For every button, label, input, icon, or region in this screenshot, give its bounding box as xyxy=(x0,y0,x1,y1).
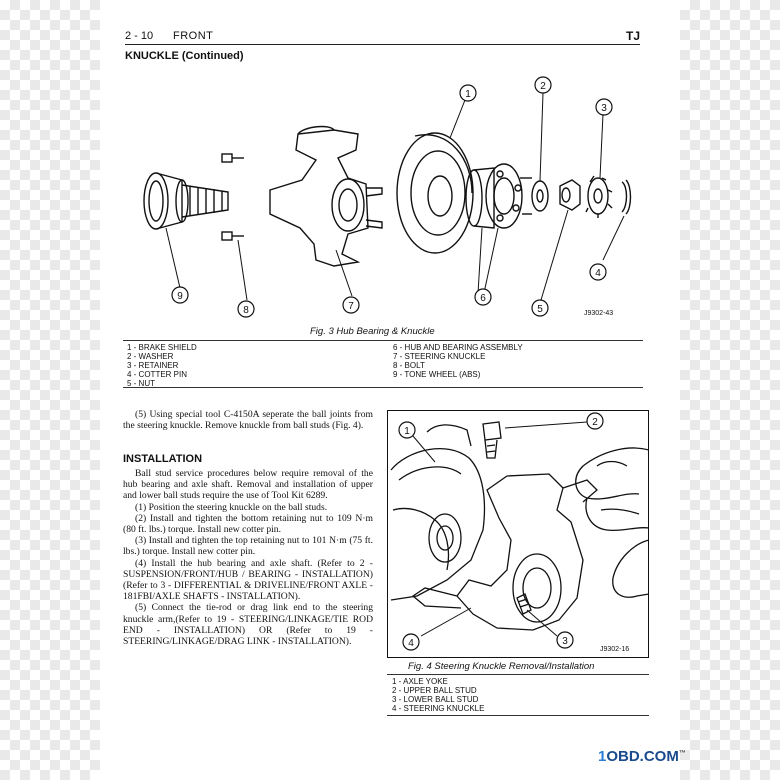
legend-item: 8 - BOLT xyxy=(393,361,425,370)
section-title: FRONT xyxy=(173,30,214,42)
nut xyxy=(560,180,580,210)
legend-item: 3 - RETAINER xyxy=(127,361,179,370)
callout-1 xyxy=(460,85,476,101)
figure-4-drawing-number: J9302-16 xyxy=(600,646,630,653)
callout-9 xyxy=(172,287,188,303)
svg-text:4: 4 xyxy=(595,268,601,279)
figure-3-caption: Fig. 3 Hub Bearing & Knuckle xyxy=(310,326,435,337)
callout-2 xyxy=(587,413,603,429)
watermark-prefix: 1 xyxy=(598,748,607,765)
figure-4-caption: Fig. 4 Steering Knuckle Removal/Installation xyxy=(408,661,595,672)
manual-page xyxy=(100,0,680,780)
figure-3-legend-box xyxy=(123,340,643,388)
svg-text:1: 1 xyxy=(404,426,410,437)
legend-item: 3 - LOWER BALL STUD xyxy=(392,695,479,704)
figure-3-hub-bearing-diagram xyxy=(120,68,660,323)
figure-3-legend-left xyxy=(127,343,197,388)
svg-text:4: 4 xyxy=(408,638,414,649)
svg-text:2: 2 xyxy=(592,417,598,428)
legend-item: 2 - WASHER xyxy=(127,352,174,361)
legend-item: 4 - STEERING KNUCKLE xyxy=(392,704,485,713)
axle-yoke xyxy=(391,425,484,600)
svg-text:8: 8 xyxy=(243,305,249,316)
legend-item: 1 - AXLE YOKE xyxy=(392,677,448,686)
svg-text:7: 7 xyxy=(348,301,354,312)
removal-step-5 xyxy=(123,409,373,431)
legend-item: 6 - HUB AND BEARING ASSEMBLY xyxy=(393,343,523,352)
callout-2 xyxy=(535,77,551,93)
legend-item: 9 - TONE WHEEL (ABS) xyxy=(393,370,481,379)
legend-item: 5 - NUT xyxy=(127,379,155,388)
model-code: TJ xyxy=(625,29,640,43)
legend-item: 2 - UPPER BALL STUD xyxy=(392,686,477,695)
svg-text:3: 3 xyxy=(601,103,607,114)
tone-wheel-shaft xyxy=(144,173,228,229)
watermark-trademark: ™ xyxy=(678,750,686,757)
watermark-brand: OBD.COM xyxy=(606,748,679,765)
figure-3-legend-right xyxy=(393,343,523,379)
step: (2) Install and tighten the bottom retaining nut to 109 N·m (80 ft. lbs.) torque. Install new cotter pin. xyxy=(123,512,373,536)
watermark-logo xyxy=(598,748,686,765)
installation-text xyxy=(123,468,373,647)
callout-5 xyxy=(532,300,548,316)
svg-text:3: 3 xyxy=(562,636,568,647)
callout-3 xyxy=(557,632,573,648)
legend-item: 7 - STEERING KNUCKLE xyxy=(393,352,486,361)
steering-knuckle-fig4 xyxy=(413,474,597,630)
technician-hand xyxy=(576,448,649,597)
callout-6 xyxy=(475,289,491,305)
retainer xyxy=(586,176,612,218)
cotter-pin xyxy=(622,180,631,214)
figure-4-knuckle-removal-diagram xyxy=(387,410,649,658)
page-number: 2 - 10 xyxy=(125,30,154,42)
callout-3 xyxy=(596,99,612,115)
svg-text:5: 5 xyxy=(537,304,543,315)
leader-lines xyxy=(166,93,624,300)
paragraph: (5) Using special tool C-4150A seperate the ball joints from the steering knuckle. Remove knuckle from ball studs (Fig. 4). xyxy=(123,409,373,432)
brake-shield xyxy=(397,133,473,253)
subsection-title: KNUCKLE (Continued) xyxy=(125,50,244,62)
callout-8 xyxy=(238,301,254,317)
figure-3-drawing-number: J9302-43 xyxy=(584,310,614,317)
figure-3-callouts xyxy=(172,77,612,317)
paragraph: Ball stud service procedures below require removal of the hub bearing and axle shaft. Removal and installation of upper and lower ball studs require the use of Tool Kit 6289. xyxy=(123,468,373,502)
bolts xyxy=(222,154,244,240)
callout-4 xyxy=(590,264,606,280)
installation-heading: INSTALLATION xyxy=(123,453,203,465)
step: (5) Connect the tie-rod or drag link end to the steering knuckle arm,(Refer to 19 - STEERING/LINKAGE/TIE ROD END - INSTALLATION) OR (Refer to 19 - STEERING/LINKAGE/DRAG LINK - INSTALLATION). xyxy=(123,602,373,648)
step: (1) Position the steering knuckle on the ball studs. xyxy=(135,501,328,513)
washer xyxy=(532,181,548,211)
legend-item: 4 - COTTER PIN xyxy=(127,370,188,379)
svg-text:6: 6 xyxy=(480,293,486,304)
upper-ball-stud xyxy=(483,422,501,458)
step: (3) Install and tighten the top retaining nut to 101 N·m (75 ft. lbs.) torque. Install new cotter pin. xyxy=(123,535,373,558)
figure-4-legend xyxy=(392,677,484,713)
svg-text:1: 1 xyxy=(465,89,471,100)
callout-1 xyxy=(399,422,415,438)
callout-7 xyxy=(343,297,359,313)
svg-text:2: 2 xyxy=(540,81,546,92)
callout-4 xyxy=(403,634,419,650)
hub-bearing-assembly xyxy=(466,164,532,228)
steering-knuckle xyxy=(270,127,382,266)
step: (4) Install the hub bearing and axle shaft. (Refer to 2 - SUSPENSION/FRONT/HUB / BEARING - INSTALLATION) (Refer to 3 - DIFFERENTIAL & DRIVELINE/FRONT AXLE - 181FBI/AXLE SHAFTS - INSTALLATION). xyxy=(123,557,373,603)
page-header xyxy=(125,30,640,45)
svg-text:9: 9 xyxy=(177,291,183,302)
legend-item: 1 - BRAKE SHIELD xyxy=(127,343,197,352)
